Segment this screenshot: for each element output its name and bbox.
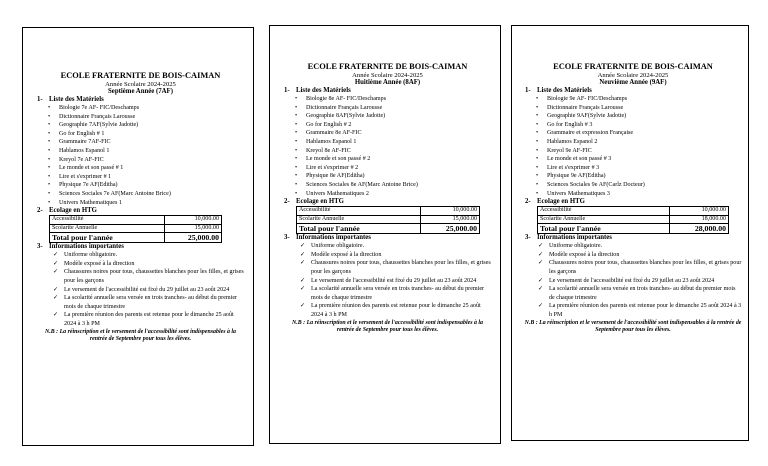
section-title: Liste des Matériels xyxy=(296,86,351,94)
fee-amount: 18,000.00 xyxy=(670,215,729,223)
materials-list xyxy=(283,95,492,198)
check-icon: ✓ xyxy=(53,295,59,302)
total-label: Total pour l'année xyxy=(297,223,421,233)
list-item: • Biologie 8e AF- FIC/Deschamps xyxy=(283,95,492,104)
bullet-icon xyxy=(295,181,306,190)
fee-label: Accessibilité xyxy=(538,207,670,215)
check-icon: ✓ xyxy=(300,277,306,284)
list-item: • Grammaire et expression Française xyxy=(524,129,742,138)
section-info-heading xyxy=(283,234,492,242)
bullet-icon xyxy=(536,95,547,104)
bullet-icon xyxy=(48,181,59,190)
bullet-icon xyxy=(48,138,59,147)
list-item: • Geographie 8AF(Sylvie Jadotte) xyxy=(283,112,492,121)
list-item: • Physique 7e AF(Editha) xyxy=(36,181,245,190)
bullet-icon xyxy=(295,95,306,104)
bullet-icon xyxy=(48,104,59,113)
check-icon: ✓ xyxy=(53,286,59,293)
list-item: • Hablamos Espanol 1 xyxy=(283,138,492,147)
table-row xyxy=(538,207,729,215)
list-item: • Dictionnaire Français Larousse xyxy=(283,104,492,113)
total-row xyxy=(50,232,222,242)
list-item: • Univers Mathematiques 3 xyxy=(524,190,742,199)
bullet-icon xyxy=(48,173,59,182)
check-icon: ✓ xyxy=(53,260,59,267)
section-title: Informations importantes xyxy=(49,243,124,251)
bullet-icon xyxy=(536,147,547,156)
list-item: • Biologie 9e AF- FIC/Deschamps xyxy=(524,95,742,104)
flyer-9af xyxy=(511,25,749,441)
section-title: Liste des Matériels xyxy=(49,95,104,103)
nb-note: N.B : La réinscription et le versement de l'accessibilité sont indispensables à la rentrée de Septembre pour tous les élèves. xyxy=(45,328,236,343)
list-item: • Kreyol 7e AF-FIC xyxy=(36,156,245,165)
check-icon: ✓ xyxy=(53,252,59,259)
fee-amount: 10,000.00 xyxy=(165,216,222,224)
list-item: ✓ Modèle exposé à la direction xyxy=(53,260,135,267)
list-item: • Lire et s'exprimer # 2 xyxy=(283,164,492,173)
materials-list xyxy=(524,95,742,198)
fee-label: Scolarite Annuelle xyxy=(538,215,670,223)
list-item: • Lire et s'exprimer # 3 xyxy=(524,164,742,173)
bullet-icon xyxy=(536,181,547,190)
table-row xyxy=(297,207,480,215)
table-row xyxy=(538,215,729,223)
total-label: Total pour l'année xyxy=(50,232,165,242)
fee-label: Accessibilité xyxy=(297,207,421,215)
fee-label: Accessibilité xyxy=(50,216,165,224)
section-title: Informations importantes xyxy=(537,234,612,242)
school-year: Année Scolaire 2024-2025 xyxy=(352,71,423,79)
list-item: ✓ Chaussures noires pour tous, chaussettes blanches pour les filles, et grises pour les garçons xyxy=(53,269,244,285)
total-label: Total pour l'année xyxy=(538,223,670,233)
section-title: Ecolage en HTG xyxy=(296,198,344,206)
bullet-icon xyxy=(48,164,59,173)
check-icon: ✓ xyxy=(538,243,544,250)
info-list xyxy=(36,251,245,328)
total-amount: 28,000.00 xyxy=(670,223,729,233)
fee-amount: 15,000.00 xyxy=(421,215,480,223)
bullet-icon xyxy=(536,112,547,121)
section-number: 2- xyxy=(284,198,290,206)
info-list xyxy=(524,242,742,319)
nb-note: N.B : La réinscription et le versement de l'accessibilité sont indispensables à la rentrée de Septembre pour tous les élèves. xyxy=(524,319,742,334)
check-icon: ✓ xyxy=(53,312,59,319)
section-number: 1- xyxy=(525,86,531,94)
bullet-icon xyxy=(536,104,547,113)
total-amount: 25,000.00 xyxy=(421,223,480,233)
bullet-icon xyxy=(48,121,59,130)
nb-note: N.B : La réinscription et le versement de l'accessibilité sont indispensables à la rentrée de Septembre pour tous les élèves. xyxy=(292,319,483,334)
section-fees-heading xyxy=(283,198,492,206)
list-item: • Lire et s'exprimer # 1 xyxy=(36,173,245,182)
list-item: • Geographie 9AF(Sylvie Jadotte) xyxy=(524,112,742,121)
bullet-icon xyxy=(295,138,306,147)
section-number: 3- xyxy=(37,243,43,251)
flyer-8af xyxy=(269,25,501,444)
bullet-icon xyxy=(536,138,547,147)
fee-amount: 15,000.00 xyxy=(165,224,222,232)
list-item: • Univers Mathematiques 2 xyxy=(283,190,492,199)
list-item: ✓ Uniforme obligatoire. xyxy=(53,252,118,259)
bullet-icon xyxy=(295,104,306,113)
bullet-icon xyxy=(295,155,306,164)
grade-title: Huitième Année (8AF) xyxy=(354,79,421,87)
list-item: ✓ Modèle exposé à la direction xyxy=(300,251,382,258)
total-row xyxy=(297,223,480,233)
bullet-icon xyxy=(48,147,59,156)
list-item: ✓ Chaussures noires pour tous, chaussettes blanches pour les filles, et grises pour les garçons xyxy=(300,260,491,276)
list-item: • Grammaire 7AF-FIC xyxy=(36,138,245,147)
list-item: • Dictionnaire Français Larousse xyxy=(524,104,742,113)
section-number: 3- xyxy=(525,234,531,242)
section-title: Ecolage en HTG xyxy=(537,198,585,206)
list-item: • Kreyol 8e AF-FIC xyxy=(283,147,492,156)
bullet-icon xyxy=(48,199,59,208)
materials-list xyxy=(36,104,245,207)
check-icon: ✓ xyxy=(300,286,306,293)
check-icon: ✓ xyxy=(300,243,306,250)
table-row xyxy=(50,224,222,232)
section-number: 2- xyxy=(525,198,531,206)
list-item: ✓ La première réunion des parents est retenue pour le dimanche 25 août 2024 à 3 h PM xyxy=(538,303,742,318)
bullet-icon xyxy=(536,190,547,199)
list-item: ✓ La scolarité annuelle sera versée en trois tranches- au début du premier mois de chaque trimestre xyxy=(538,286,736,301)
section-fees-heading xyxy=(36,207,245,215)
section-title: Informations importantes xyxy=(296,234,371,242)
check-icon: ✓ xyxy=(300,260,306,267)
fee-label: Scolarite Annuelle xyxy=(297,215,421,223)
bullet-icon xyxy=(295,129,306,138)
fees-table xyxy=(537,206,729,234)
fee-amount: 10,000.00 xyxy=(421,207,480,215)
flyer-7af xyxy=(22,27,254,446)
section-info-heading xyxy=(36,243,245,251)
check-icon: ✓ xyxy=(538,277,544,284)
section-number: 1- xyxy=(284,86,290,94)
list-item: ✓ Modèle exposé à la direction xyxy=(538,251,620,258)
list-item: • Kreyol 9e AF-FIC xyxy=(524,147,742,156)
list-item: • Dictionnaire Français Larousse xyxy=(36,113,245,122)
list-item: • Physique 8e AF(Editha) xyxy=(283,172,492,181)
table-row xyxy=(297,215,480,223)
bullet-icon xyxy=(536,172,547,181)
grade-title: Septième Année (7AF) xyxy=(108,88,173,96)
grade-title: Neuvième Année (9AF) xyxy=(599,79,667,87)
fees-table xyxy=(49,215,222,243)
bullet-icon xyxy=(295,147,306,156)
list-item: • Le monde et son passé # 1 xyxy=(36,164,245,173)
section-number: 2- xyxy=(37,207,43,215)
list-item: ✓ La première réunion des parents est retenue pour le dimanche 25 août 2024 à 3 h PM xyxy=(300,303,481,318)
list-item: ✓ Le versement de l'accessibilité est fixé du 29 juillet au 23 août 2024 xyxy=(53,286,230,293)
table-row xyxy=(50,216,222,224)
bullet-icon xyxy=(48,113,59,122)
school-name: ECOLE FRATERNITE DE BOIS-CAIMAN xyxy=(553,62,713,71)
check-icon: ✓ xyxy=(53,269,59,276)
list-item: • Geographie 7AF(Sylvie Jadotte) xyxy=(36,121,245,130)
list-item: • Go for English # 1 xyxy=(36,130,245,139)
section-number: 1- xyxy=(37,95,43,103)
check-icon: ✓ xyxy=(300,251,306,258)
bullet-icon xyxy=(48,190,59,199)
section-info-heading xyxy=(524,234,742,242)
list-item: • Univers Mathematiques 1 xyxy=(36,199,245,208)
list-item: ✓ Le versement de l'accessibilité est fixé du 29 juillet au 23 août 2024 xyxy=(538,277,715,284)
bullet-icon xyxy=(295,190,306,199)
list-item: • Le monde et son passé # 3 xyxy=(524,155,742,164)
bullet-icon xyxy=(295,112,306,121)
list-item: • Le monde et son passé # 2 xyxy=(283,155,492,164)
section-title: Liste des Matériels xyxy=(537,86,592,94)
section-fees-heading xyxy=(524,198,742,206)
info-list xyxy=(283,242,492,319)
list-item: • Sciences Sociales 9e AF(Carlz Docteur) xyxy=(524,181,742,190)
school-name: ECOLE FRATERNITE DE BOIS-CAIMAN xyxy=(60,71,221,80)
section-materials-heading xyxy=(524,87,742,95)
fee-amount: 10,000.00 xyxy=(670,207,729,215)
total-row xyxy=(538,223,729,233)
bullet-icon xyxy=(536,155,547,164)
list-item: ✓ Uniforme obligatoire. xyxy=(538,243,603,250)
fee-label: Scolarite Annuelle xyxy=(50,224,165,232)
list-item: ✓ Uniforme obligatoire. xyxy=(300,243,365,250)
list-item: • Hablamos Espanol 1 xyxy=(36,147,245,156)
list-item: ✓ La scolarité annuelle sera versée en trois tranches- au début du premier mois de chaque trimestre xyxy=(300,286,485,301)
bullet-icon xyxy=(295,121,306,130)
list-item: • Hablamos Espanol 2 xyxy=(524,138,742,147)
school-year: Année Scolaire 2024-2025 xyxy=(105,80,176,88)
check-icon: ✓ xyxy=(538,251,544,258)
section-number: 3- xyxy=(284,234,290,242)
list-item: • Go for English # 3 xyxy=(524,121,742,130)
bullet-icon xyxy=(536,121,547,130)
list-item: • Biologie 7e AF- FIC/Deschamps xyxy=(36,104,245,113)
list-item: ✓ Chaussures noires pour tous, chaussettes blanches pour les filles, et grises pour les garçons xyxy=(538,260,742,276)
list-item: ✓ La scolarité annuelle sera versée en trois tranches- au début du premier mois de chaque trimestre xyxy=(53,295,238,310)
check-icon: ✓ xyxy=(538,260,544,267)
section-title: Ecolage en HTG xyxy=(49,207,97,215)
list-item: • Physique 9e AF(Editha) xyxy=(524,172,742,181)
list-item: ✓ La première réunion des parents est retenue pour le dimanche 25 août 2024 à 3 h PM xyxy=(53,312,234,327)
check-icon: ✓ xyxy=(538,303,544,310)
list-item: • Sciences Sociales 8e AF(Marc Antoine Brice) xyxy=(283,181,492,190)
bullet-icon xyxy=(48,130,59,139)
bullet-icon xyxy=(536,164,547,173)
school-name: ECOLE FRATERNITE DE BOIS-CAIMAN xyxy=(307,62,468,71)
list-item: • Grammaire 8e AF-FIC xyxy=(283,129,492,138)
list-item: ✓ Le versement de l'accessibilité est fixé du 29 juillet au 23 août 2024 xyxy=(300,277,477,284)
section-materials-heading xyxy=(36,96,245,104)
list-item: • Sciences Sociales 7e AF(Marc Antoine Brice) xyxy=(36,190,245,199)
list-item: • Go for English # 2 xyxy=(283,121,492,130)
total-amount: 25,000.00 xyxy=(165,232,222,242)
bullet-icon xyxy=(536,129,547,138)
bullet-icon xyxy=(295,172,306,181)
check-icon: ✓ xyxy=(300,303,306,310)
section-materials-heading xyxy=(283,87,492,95)
fees-table xyxy=(296,206,480,234)
school-year: Année Scolaire 2024-2025 xyxy=(597,71,669,79)
bullet-icon xyxy=(48,156,59,165)
check-icon: ✓ xyxy=(538,286,544,293)
bullet-icon xyxy=(295,164,306,173)
